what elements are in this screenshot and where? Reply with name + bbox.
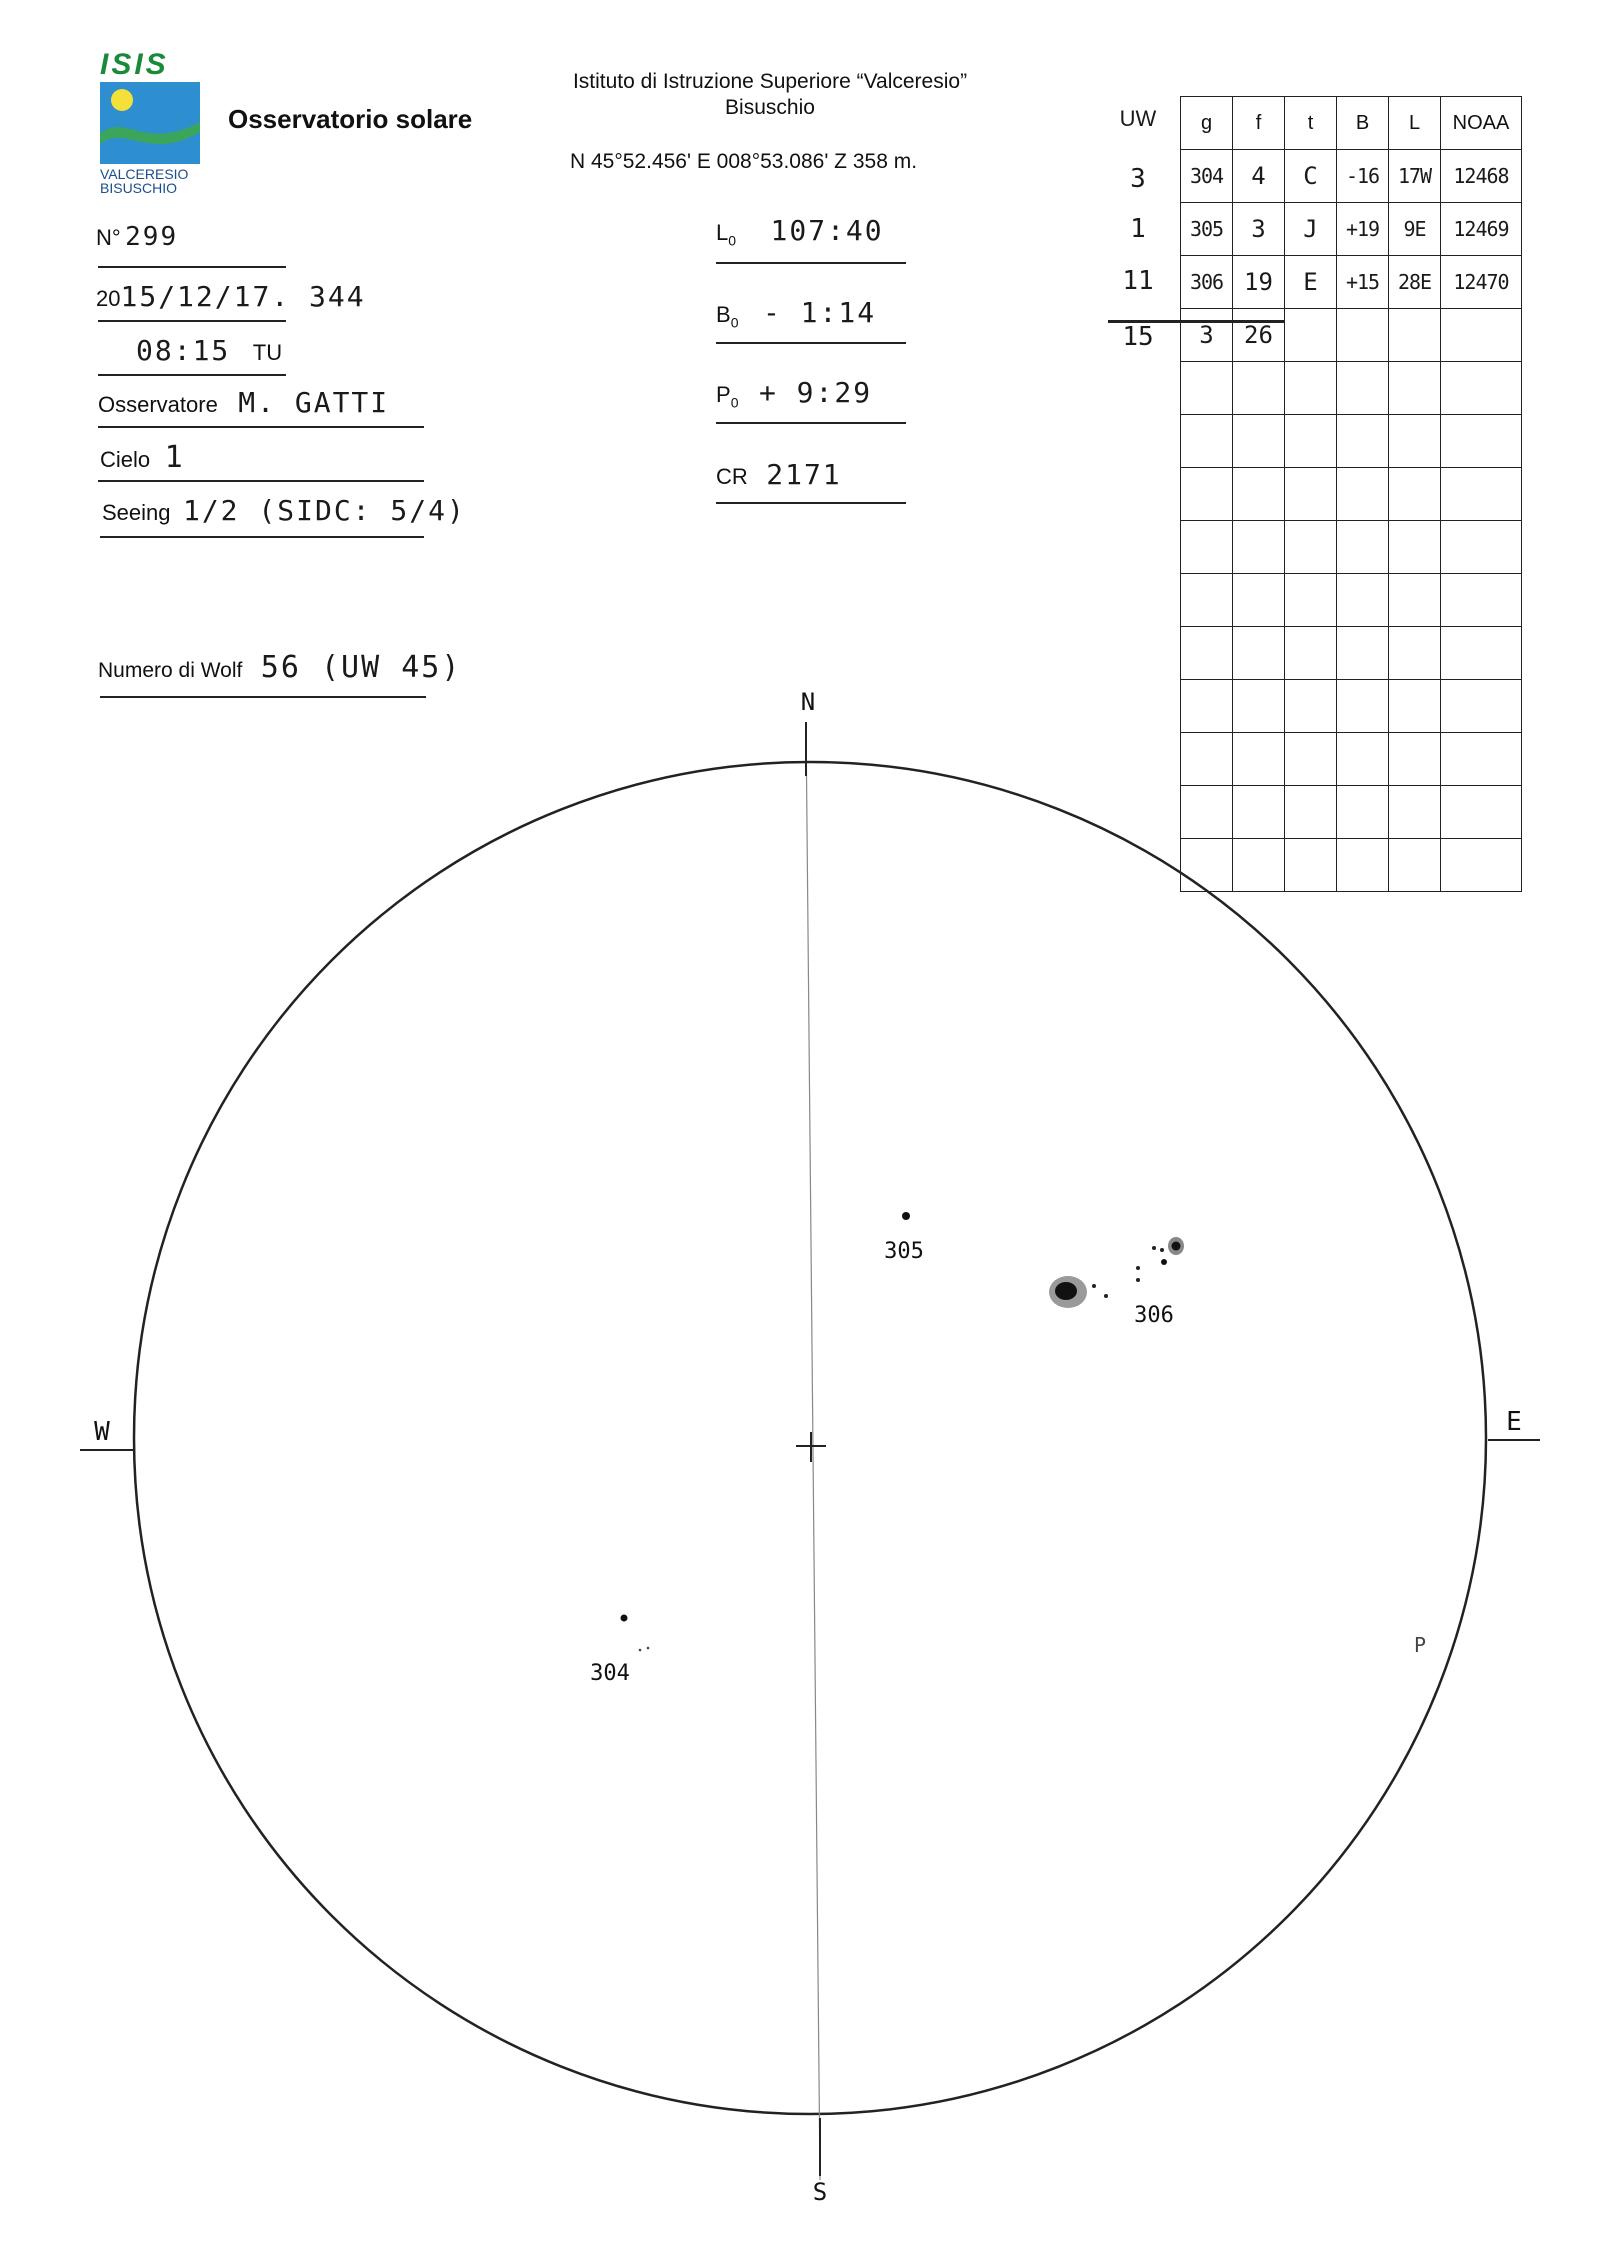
column-header-g: g [1181,97,1233,150]
uw-header: UW [1119,106,1157,131]
uw-value: 1 [1130,214,1146,244]
sunspot-umbra [1055,1282,1077,1300]
uw-total: 15 [1122,322,1154,352]
logo-subtitle-1: VALCERESIO [100,166,189,182]
seeing-value: 1/2 (SIDC: 5/4) [182,494,466,527]
group-label: 306 [1134,1303,1174,1328]
p0-value: + 9:29 [758,376,873,409]
sky-label: Cielo [100,447,151,472]
cell-l: 17W [1389,150,1441,203]
institute-town: Bisuschio [725,96,815,119]
cell-noaa: 12470 [1441,256,1522,309]
b0-label: $B_0$ [716,302,739,331]
cell-t: E [1285,256,1337,309]
cr-value: 2171 [766,458,842,491]
wolf-number-label: Numero di Wolf [98,659,243,682]
cell-b: -16 [1337,150,1389,203]
west-label: W [94,1417,110,1447]
sunspot-umbra [1172,1242,1181,1251]
column-header-t: t [1285,97,1337,150]
cell-noaa: 12468 [1441,150,1522,203]
total-g: 3 [1181,309,1233,362]
cell-g: 305 [1181,203,1233,256]
uw-value: 11 [1122,266,1154,296]
b0-value: - 1:14 [762,296,877,329]
cr-label: CR [716,464,748,489]
l0-value: 107:40 [770,214,884,247]
total-f: 26 [1233,309,1285,362]
cell-f: 4 [1233,150,1285,203]
l0-label: $L_0$ [716,220,737,249]
wolf-number-value: 56 (UW 45) [260,650,462,685]
south-label: S [812,2178,828,2206]
sky-value: 1 [164,440,185,475]
time-value: 08:15 [136,334,231,367]
sunspot [621,1615,628,1622]
north-label: N [800,688,816,716]
sunspot [1104,1294,1108,1298]
logo-subtitle-2: BISUSCHIO [100,180,178,196]
cell-l: 9E [1389,203,1441,256]
observer-label: Osservatore [98,392,218,417]
column-header-noaa: NOAA [1441,97,1522,150]
group-label: 305 [884,1239,924,1264]
sunspot [1152,1246,1156,1250]
cell-b: +15 [1337,256,1389,309]
group-label: 304 [590,1661,630,1686]
column-header-l: L [1389,97,1441,150]
cell-t: J [1285,203,1337,256]
sunspot [1160,1248,1164,1252]
p0-label: $P_0$ [716,382,739,411]
sunspot [1092,1284,1096,1288]
observatory-title: Osservatorio solare [228,104,473,134]
cell-g: 306 [1181,256,1233,309]
cell-l: 28E [1389,256,1441,309]
p-mark: P [1414,1633,1427,1657]
sunspot [1136,1278,1140,1282]
sunspot [902,1212,910,1220]
observer-value: M. GATTI [238,386,390,419]
cell-b: +19 [1337,203,1389,256]
cell-g: 304 [1181,150,1233,203]
sunspot [639,1649,642,1652]
cell-noaa: 12469 [1441,203,1522,256]
central-meridian-line [806,722,820,2180]
observation-number-value: 299 [125,222,179,252]
cell-f: 3 [1233,203,1285,256]
cell-t: C [1285,150,1337,203]
logo-wordmark: ISIS [100,48,169,81]
sunspot [647,1647,650,1650]
column-header-b: B [1337,97,1389,150]
cell-f: 19 [1233,256,1285,309]
time-unit: TU [252,340,283,365]
date-prefix: 20 [96,286,121,311]
column-header-f: f [1233,97,1285,150]
date-value: 15/12/17. 344 [120,280,366,313]
sunspot [1136,1266,1140,1270]
site-coordinates: N 45°52.456' E 008°53.086' Z 358 m. [570,150,918,173]
seeing-label: Seeing [102,500,171,525]
observation-number-label: N° [96,225,121,250]
sunspot [1161,1259,1167,1265]
east-label: E [1506,1407,1522,1437]
uw-value: 3 [1130,164,1146,194]
sunspot-group-304 [590,1615,649,1687]
sunspot-group-305 [884,1212,924,1264]
institute-name: Istituto di Istruzione Superiore “Valceresio” [572,70,968,93]
sunspot-group-306 [1049,1237,1184,1328]
